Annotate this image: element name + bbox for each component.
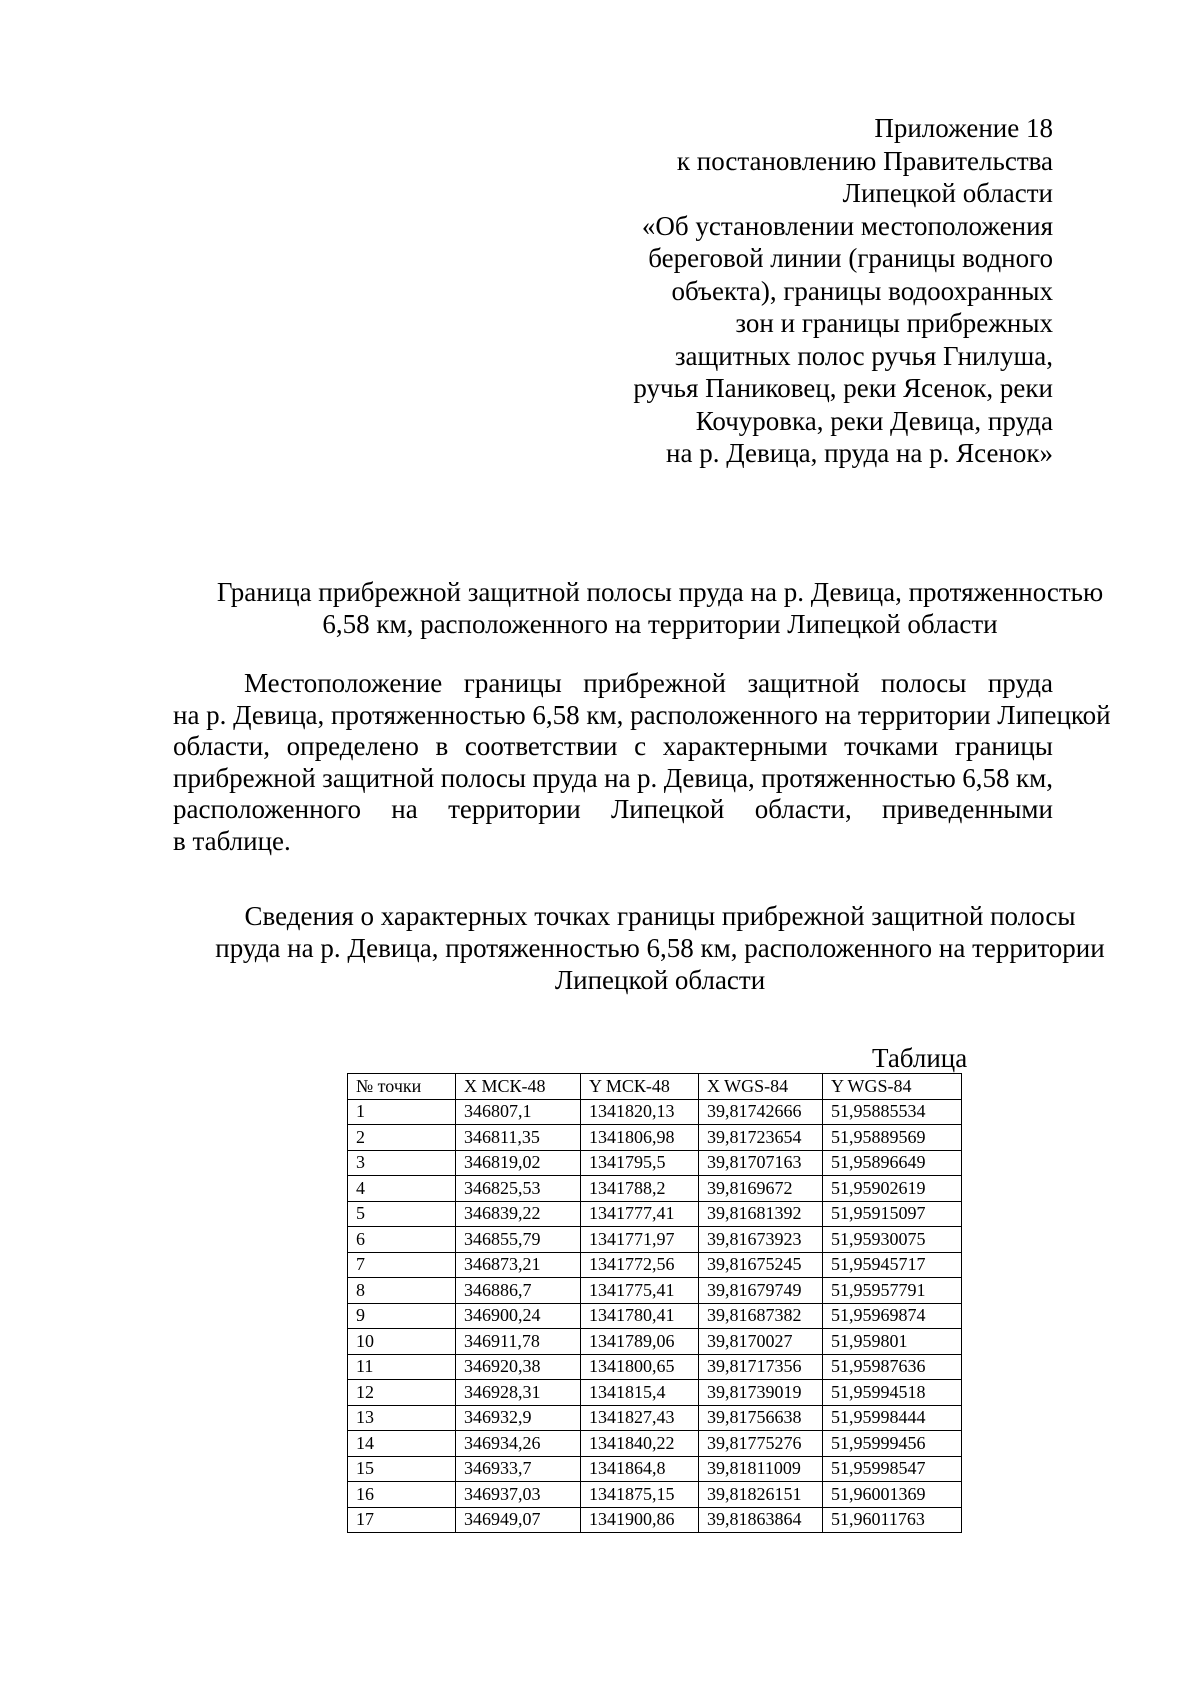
table-cell: 1341800,65 [581, 1354, 699, 1380]
table-cell: 1341875,15 [581, 1482, 699, 1508]
table-cell: 1341820,13 [581, 1099, 699, 1125]
table-cell: 39,81739019 [699, 1380, 823, 1406]
table-cell: 1341775,41 [581, 1278, 699, 1304]
table-row [348, 1456, 962, 1482]
table-cell: 8 [348, 1278, 456, 1304]
table-cell: 346932,9 [456, 1405, 581, 1431]
table-cell: 51,95994518 [823, 1380, 962, 1406]
table-cell: 346911,78 [456, 1329, 581, 1355]
column-header-point: № точки [348, 1074, 456, 1100]
table-row [348, 1431, 962, 1457]
table-cell: 39,81742666 [699, 1099, 823, 1125]
paragraph-word: определено [286, 731, 419, 761]
table-cell: 1341771,97 [581, 1227, 699, 1253]
heading-line: Граница прибрежной защитной полосы пруда на р. Девица, протяженностью [216, 577, 1104, 607]
paragraph-word: границы [954, 731, 1053, 761]
table-row [348, 1303, 962, 1329]
table-cell: 51,95889569 [823, 1125, 962, 1151]
paragraph-word: защитной [747, 668, 860, 698]
table-cell: 5 [348, 1201, 456, 1227]
table-heading-line: Липецкой области [554, 965, 766, 995]
paragraph-word: характерными [662, 731, 828, 761]
paragraph-word: прибрежной [583, 668, 726, 698]
table-cell: 51,95915097 [823, 1201, 962, 1227]
table-cell: 1341900,86 [581, 1507, 699, 1533]
table-row [348, 1507, 962, 1533]
table-cell: 1341777,41 [581, 1201, 699, 1227]
paragraph-word: на [604, 762, 631, 793]
paragraph-word: Липецкой [611, 794, 725, 824]
table-cell: 39,81717356 [699, 1354, 823, 1380]
table-cell: 346937,03 [456, 1482, 581, 1508]
table-cell: 39,8169672 [699, 1176, 823, 1202]
paragraph-word: области, [173, 731, 271, 761]
table-cell: 1341795,5 [581, 1150, 699, 1176]
table-row [348, 1201, 962, 1227]
paragraph-line [173, 668, 1053, 700]
table-cell: 39,8170027 [699, 1329, 823, 1355]
paragraph-word: защитной [322, 762, 435, 793]
paragraph-line [173, 699, 1111, 732]
appendix-block [533, 112, 1053, 470]
table-cell: 7 [348, 1252, 456, 1278]
paragraph-word: р. [636, 762, 658, 793]
paragraph-word: 6,58 [962, 762, 1010, 793]
table-cell: 14 [348, 1431, 456, 1457]
paragraph-word: приведенными [882, 794, 1053, 824]
table-row [348, 1405, 962, 1431]
table-cell: 39,81723654 [699, 1125, 823, 1151]
appendix-line: защитных полос ручья Гнилуша, [674, 340, 1053, 371]
column-header-x-wgs: X WGS-84 [699, 1074, 823, 1100]
paragraph-word: Местоположение [244, 668, 443, 698]
appendix-line: береговой линии (границы водного [648, 243, 1053, 273]
table-cell: 346928,31 [456, 1380, 581, 1406]
table-cell: 51,95902619 [823, 1176, 962, 1202]
table-cell: 39,81756638 [699, 1405, 823, 1431]
table-cell: 51,95987636 [823, 1354, 962, 1380]
appendix-line: Приложение 18 [874, 113, 1053, 143]
table-row [348, 1227, 962, 1253]
paragraph-line [173, 794, 1053, 826]
table-cell: 39,81675245 [699, 1252, 823, 1278]
table-caption: Таблица [872, 1043, 968, 1073]
table-cell: 346949,07 [456, 1507, 581, 1533]
table-cell: 16 [348, 1482, 456, 1508]
appendix-line: на р. Девица, пруда на р. Ясенок» [666, 438, 1053, 468]
paragraph-word: пруда [987, 668, 1053, 698]
table-row [348, 1354, 962, 1380]
paragraph-word: соответствии [464, 731, 618, 761]
table-cell: 39,81826151 [699, 1482, 823, 1508]
table-cell: 51,95930075 [823, 1227, 962, 1253]
table-cell: 346900,24 [456, 1303, 581, 1329]
table-cell: 15 [348, 1456, 456, 1482]
table-cell: 17 [348, 1507, 456, 1533]
document-heading [160, 576, 1160, 640]
paragraph-word: в таблице. [173, 825, 291, 856]
paragraph-word: протяженностью [761, 762, 956, 793]
table-cell: 6 [348, 1227, 456, 1253]
table-cell: 346933,7 [456, 1456, 581, 1482]
table-cell: 346934,26 [456, 1431, 581, 1457]
appendix-line: Липецкой области [842, 178, 1053, 208]
column-header-y-msk: Y МСК-48 [581, 1074, 699, 1100]
table-cell: 1341840,22 [581, 1431, 699, 1457]
table-cell: 51,95896649 [823, 1150, 962, 1176]
table-cell: 12 [348, 1380, 456, 1406]
table-cell: 51,95885534 [823, 1099, 962, 1125]
table-cell: 51,95998547 [823, 1456, 962, 1482]
appendix-line: объекта), границы водоохранных [671, 275, 1053, 306]
table-cell: 39,81687382 [699, 1303, 823, 1329]
table-row [348, 1482, 962, 1508]
column-header-y-wgs: Y WGS-84 [823, 1074, 962, 1100]
paragraph-word: области, [754, 794, 852, 824]
table-cell: 346855,79 [456, 1227, 581, 1253]
paragraph-word: на [391, 794, 418, 824]
paragraph-word: с [634, 731, 647, 761]
paragraph-word: Девица, [663, 762, 755, 793]
table-cell: 1 [348, 1099, 456, 1125]
table-row [348, 1278, 962, 1304]
table-cell: 51,95945717 [823, 1252, 962, 1278]
paragraph-word: полосы [440, 762, 527, 793]
paragraph-word: пруда [532, 762, 598, 793]
table-cell: 1341827,43 [581, 1405, 699, 1431]
coordinates-table [347, 1073, 962, 1533]
table-row [348, 1176, 962, 1202]
paragraph-line [173, 826, 1053, 858]
appendix-line: к постановлению Правительства [676, 145, 1053, 176]
table-cell: 39,81679749 [699, 1278, 823, 1304]
paragraph-word: км, [1016, 762, 1053, 793]
appendix-line: «Об установлении местоположения [641, 210, 1053, 241]
table-cell: 51,95999456 [823, 1431, 962, 1457]
table-header-row [348, 1074, 962, 1100]
table-cell: 1341788,2 [581, 1176, 699, 1202]
paragraph-word: на р. Девица, протяженностью 6,58 км, расположенного на территории Липецкой [173, 699, 1111, 730]
table-cell: 13 [348, 1405, 456, 1431]
table-row [348, 1150, 962, 1176]
table-cell: 11 [348, 1354, 456, 1380]
column-header-x-msk: X МСК-48 [456, 1074, 581, 1100]
paragraph-word: прибрежной [173, 762, 316, 793]
table-cell: 51,959801 [823, 1329, 962, 1355]
table-cell: 51,96001369 [823, 1482, 962, 1508]
table-cell: 346819,02 [456, 1150, 581, 1176]
table-cell: 9 [348, 1303, 456, 1329]
table-cell: 10 [348, 1329, 456, 1355]
table-row [348, 1380, 962, 1406]
table-cell: 51,96011763 [823, 1507, 962, 1533]
paragraph-line [173, 763, 1053, 795]
table-cell: 39,81863864 [699, 1507, 823, 1533]
table-cell: 39,81811009 [699, 1456, 823, 1482]
table-cell: 346886,7 [456, 1278, 581, 1304]
table-row [348, 1329, 962, 1355]
table-heading-line: Сведения о характерных точках границы прибрежной защитной полосы [244, 901, 1076, 931]
paragraph-word: полосы [881, 668, 967, 698]
table-cell: 51,95969874 [823, 1303, 962, 1329]
table-cell: 4 [348, 1176, 456, 1202]
table-row [348, 1125, 962, 1151]
table-cell: 346873,21 [456, 1252, 581, 1278]
table-cell: 3 [348, 1150, 456, 1176]
table-cell: 346811,35 [456, 1125, 581, 1151]
table-cell: 1341864,8 [581, 1456, 699, 1482]
paragraph-word: границы [463, 668, 562, 698]
table-cell: 1341780,41 [581, 1303, 699, 1329]
paragraph-word: территории [448, 794, 581, 824]
body-paragraph [173, 668, 1111, 857]
table-heading-line: пруда на р. Девица, протяженностью 6,58 км, расположенного на территории [215, 933, 1105, 963]
table-cell: 1341806,98 [581, 1125, 699, 1151]
table-cell: 346839,22 [456, 1201, 581, 1227]
paragraph-word: расположенного [173, 794, 361, 824]
table-cell: 51,95998444 [823, 1405, 962, 1431]
paragraph-word: в [435, 731, 449, 761]
table-row [348, 1099, 962, 1125]
table-cell: 1341772,56 [581, 1252, 699, 1278]
table-cell: 346825,53 [456, 1176, 581, 1202]
table-cell: 39,81775276 [699, 1431, 823, 1457]
table-body [348, 1099, 962, 1533]
table-cell: 346807,1 [456, 1099, 581, 1125]
appendix-line: Кочуровка, реки Девица, пруда [695, 405, 1053, 436]
table-cell: 39,81673923 [699, 1227, 823, 1253]
table-cell: 51,95957791 [823, 1278, 962, 1304]
table-cell: 1341815,4 [581, 1380, 699, 1406]
appendix-line: зон и границы прибрежных [735, 308, 1053, 338]
heading-line: 6,58 км, расположенного на территории Липецкой области [322, 609, 998, 639]
table-heading [160, 900, 1160, 996]
table-cell: 346920,38 [456, 1354, 581, 1380]
paragraph-word: точками [844, 731, 939, 761]
table-row [348, 1252, 962, 1278]
table-cell: 39,81707163 [699, 1150, 823, 1176]
table-cell: 1341789,06 [581, 1329, 699, 1355]
table-cell: 39,81681392 [699, 1201, 823, 1227]
paragraph-line [173, 731, 1053, 763]
appendix-line: ручья Паниковец, реки Ясенок, реки [633, 373, 1053, 403]
table-cell: 2 [348, 1125, 456, 1151]
